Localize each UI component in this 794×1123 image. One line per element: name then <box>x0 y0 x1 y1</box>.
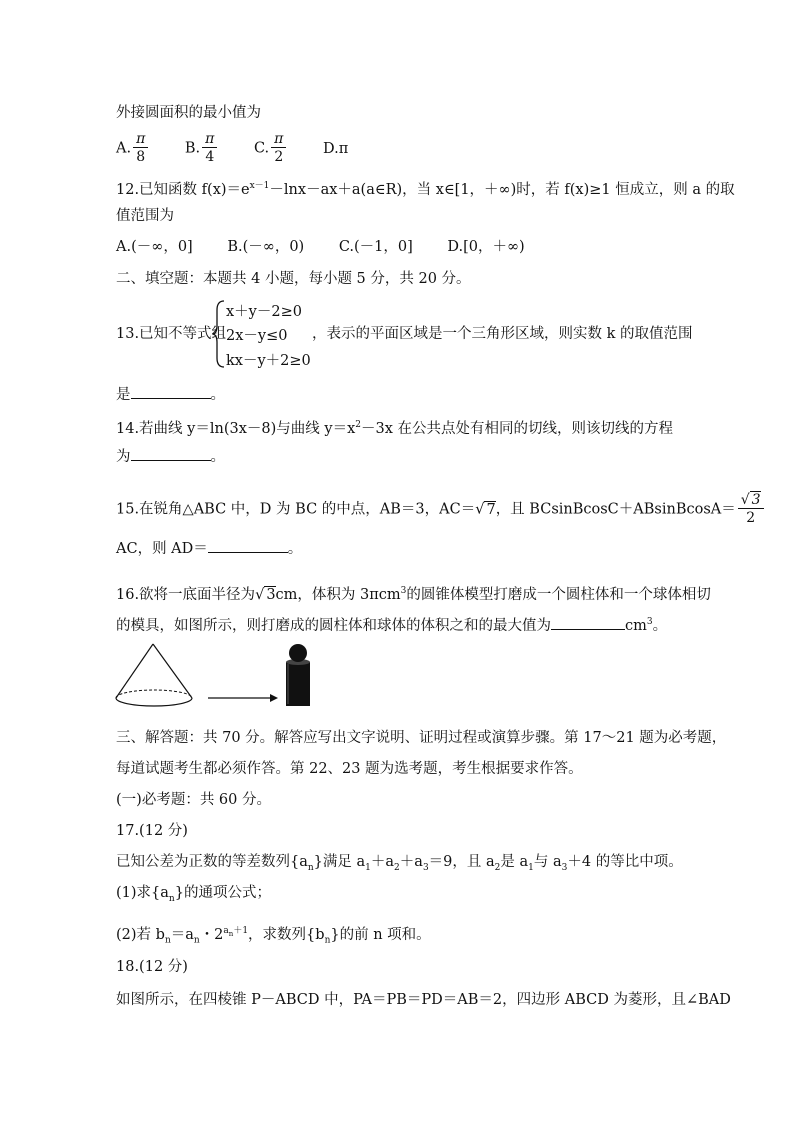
left-brace <box>212 300 226 368</box>
cylinder-sphere-figure <box>286 644 310 706</box>
q11-option-b: B. $\frac{\pi}{4}$ <box>185 131 219 166</box>
q17-part2: (2)若 $b_n=a_n$・$2^{a_n+1}$，求数列$\{b_n\}$的前 n 项和。 <box>116 926 431 946</box>
q12-option-b: B.(－∞，0) <box>227 239 305 255</box>
required-heading: (一)必考题：共 60 分。 <box>116 792 271 808</box>
q17-part1: (1)求$\{a_n\}$的通项公式； <box>116 885 271 904</box>
q13-suffix: ，表示的平面区域是一个三角形区域，则实数 k 的取值范围 <box>312 326 693 342</box>
q12-stem-line1: 12.已知函数 $f(x)=e^{x-1}-\ln x-ax+a(a\in R)$，当 x∈[1，＋∞)时，若 f(x)≥1 恒成立，则 a 的取 <box>116 181 735 198</box>
q11-option-d: D.π <box>322 140 349 157</box>
q14-stem-line1: 14.若曲线 y＝ln(3x－8)与曲线 $y=x^2-3x$ 在公共点处有相同的切线，则该切线的方程 <box>116 420 674 437</box>
q18-heading: 18.(12 分) <box>116 959 188 975</box>
q16-line2: 的模具，如图所示，则打磨成的圆柱体和球体的体积之和的最大值为 $cm^3$。 <box>116 612 667 636</box>
q13-inequality-3: kx－y＋2≥0 <box>226 353 311 369</box>
q11-option-c: C. $\frac{\pi}{2}$ <box>254 131 288 166</box>
q13-line2: 是 。 <box>116 384 225 405</box>
q11-options <box>116 131 378 166</box>
q13-inequality-2: 2x－y≤0 <box>226 328 288 344</box>
cone-to-mold-diagram <box>112 640 332 710</box>
q14-line2: 为 。 <box>116 446 225 467</box>
q12-options <box>116 237 555 257</box>
section-3-line2: 每道试题考生都必须作答。第 22、23 题为选考题，考生根据要求作答。 <box>116 761 583 777</box>
q13-inequality-1: x＋y－2≥0 <box>226 304 302 320</box>
q15-answer-blank[interactable] <box>208 538 288 553</box>
section-2-heading: 二、填空题：本题共 4 小题，每小题 5 分，共 20 分。 <box>116 271 471 287</box>
q17-stem: 已知公差为正数的等差数列$\{a_n\}$满足 $a_1+a_2+a_3=9$，且 $a_2$是 $a_1$与 $a_3+4$ 的等比中项。 <box>116 854 683 873</box>
section-3-line1: 三、解答题：共 70 分。解答应写出文字说明、证明过程或演算步骤。第 17～21 题为必考题， <box>116 730 727 746</box>
q15-line2: AC，则 AD＝ 。 <box>116 538 302 559</box>
q13-prefix: 13.已知不等式组 <box>116 326 227 342</box>
cone-figure <box>116 644 192 706</box>
q14-answer-blank[interactable] <box>131 446 211 461</box>
q12-stem-line2: 值范围为 <box>116 208 174 224</box>
q18-stem: 如图所示，在四棱锥 P－ABCD 中，PA＝PB＝PD＝AB＝2，四边形 ABCD 为菱形，且∠BAD <box>116 992 731 1008</box>
q11-option-a: A. $\frac{\pi}{8}$ <box>116 131 150 166</box>
q12-option-d: D.[0，＋∞) <box>447 239 525 255</box>
q13-answer-blank[interactable] <box>131 384 211 399</box>
q15-stem-line1: 15.在锐角△ABC 中，D 为 BC 的中点，AB＝3，AC＝√ 7，且 BCsinBcosC＋ABsinBcosA＝ $\frac{√ 3}{2}$ <box>116 492 766 527</box>
arrow-right-icon <box>208 694 278 702</box>
q16-stem-line1: 16.欲将一底面半径为√ 3cm，体积为 3πcm$^3$的圆锥体模型打磨成一个圆柱体和一个球体相切 <box>116 586 711 603</box>
q16-answer-blank[interactable] <box>551 615 625 630</box>
q11-tail-line: 外接圆面积的最小值为 <box>116 105 261 121</box>
q12-option-a: A.(－∞，0] <box>116 239 193 255</box>
q12-option-c: C.(－1，0] <box>338 239 413 255</box>
q17-heading: 17.(12 分) <box>116 823 188 839</box>
